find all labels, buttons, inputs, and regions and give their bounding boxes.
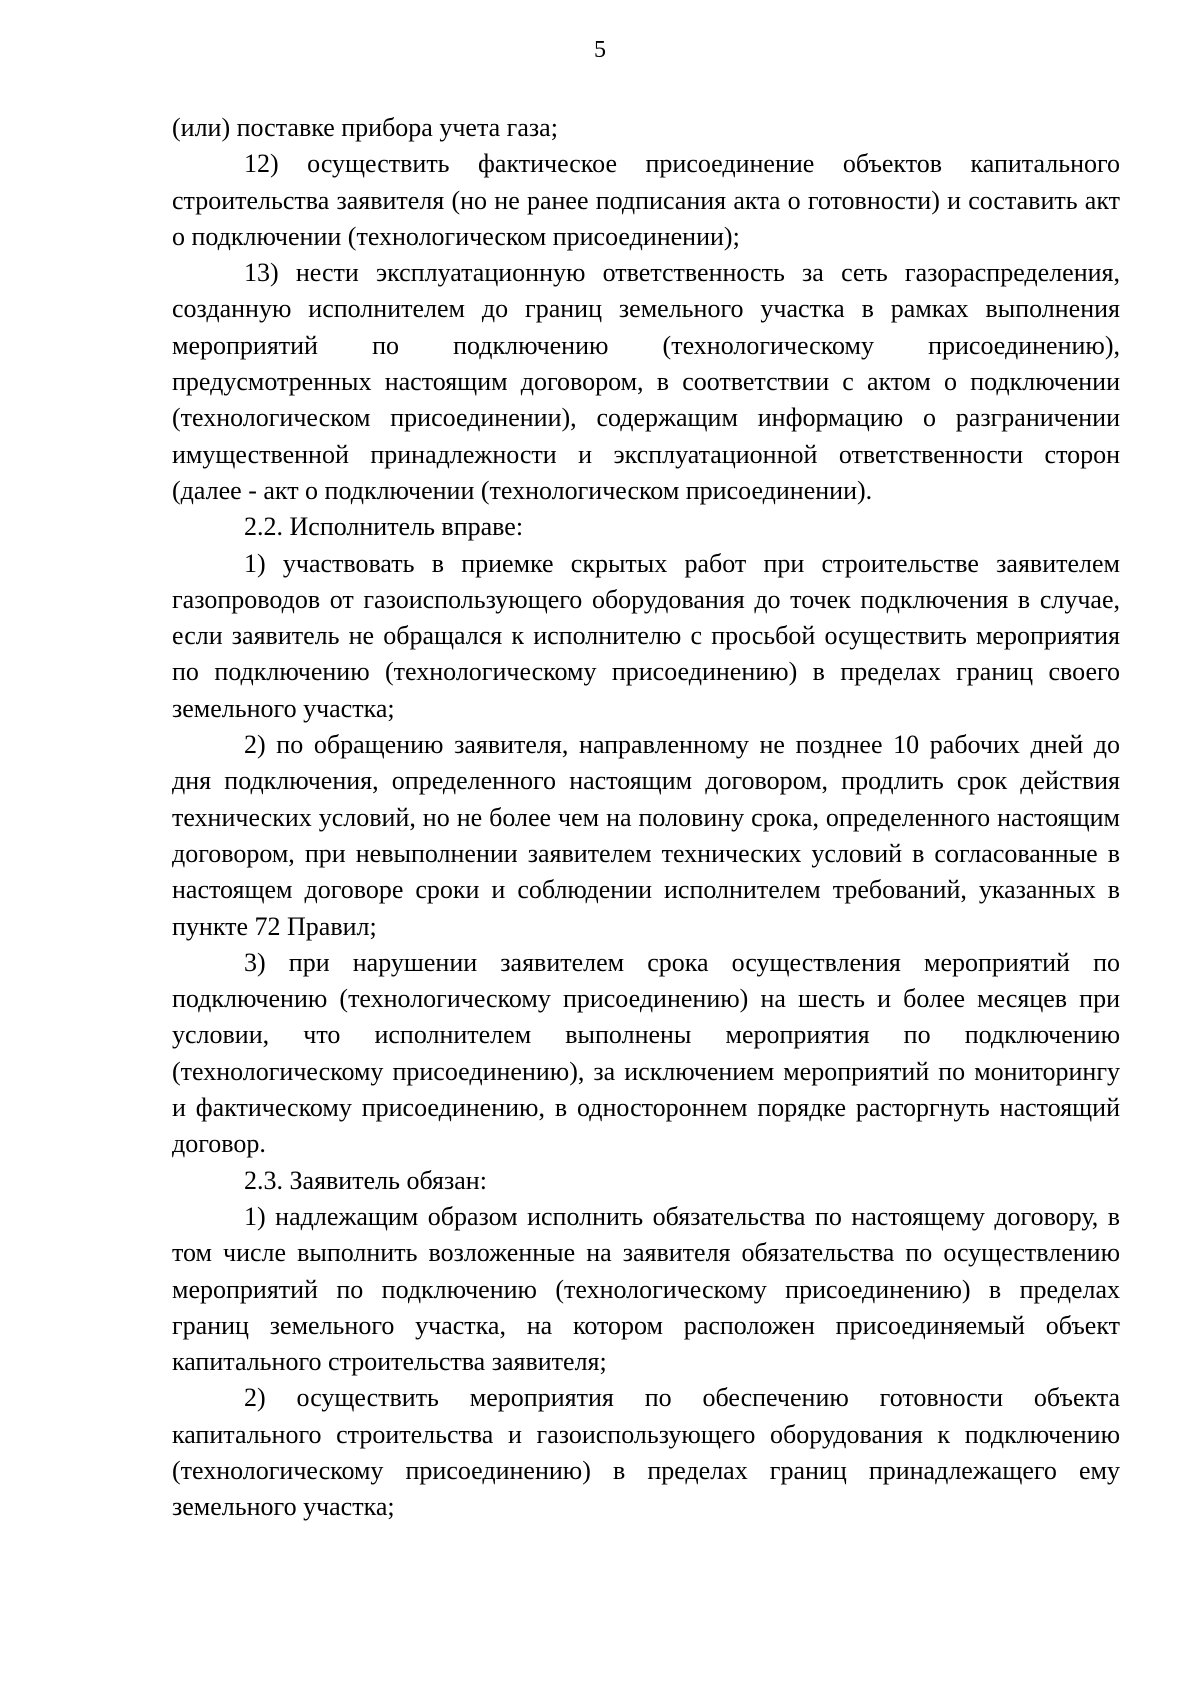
section-heading-2-2: 2.2. Исполнитель вправе:: [244, 512, 524, 542]
page-number: 5: [594, 37, 606, 63]
paragraph-2-3-item-1: 1) надлежащим образом исполнить обязательства по настоящему договору, в том числе выполнить возложенные на заявителя обязательства по осуществлению мероприятий по подключению (технологическому присоединению) в пределах границ земельного участка, на котором расположен присоединяемый объект капитального строительства заявителя;: [172, 1201, 1120, 1377]
paragraph-2-3-item-2: 2) осуществить мероприятия по обеспечению готовности объекта капитального строительства и газоиспользующего оборудования к подключению (технологическому присоединению) в пределах границ принадлежащего ему земельного участка;: [172, 1383, 1120, 1522]
document-body: [172, 110, 1120, 1526]
paragraph-2-2-item-3: 3) при нарушении заявителем срока осуществления мероприятий по подключению (технологическому присоединению) на шесть и более месяцев при условии, что исполнителем выполнены мероприятия по подключению (технологическому присоединению), за исключением мероприятий по мониторингу и фактическому присоединению, в одностороннем порядке расторгнуть настоящий договор.: [172, 947, 1120, 1159]
paragraph-item-12: 12) осуществить фактическое присоединение объектов капитального строительства заявителя (но не ранее подписания акта о готовности) и составить акт о подключении (технологическом присоединении);: [172, 149, 1120, 251]
paragraph-2-2-item-2: 2) по обращению заявителя, направленному не позднее 10 рабочих дней до дня подключения, определенного настоящим договором, продлить срок действия технических условий, но не более чем на половину срока, определенного настоящим договором, при невыполнении заявителем технических условий в согласованные в настоящем договоре сроки и соблюдении исполнителем требований, указанных в пункте 72 Правил;: [172, 730, 1120, 941]
paragraph-continuation: (или) поставке прибора учета газа;: [172, 113, 558, 142]
paragraph-2-2-item-1: 1) участвовать в приемке скрытых работ при строительстве заявителем газопроводов от газоиспользующего оборудования до точек подключения в случае, если заявитель не обращался к исполнителю с просьбой осуществить мероприятия по подключению (технологическому присоединению) в пределах границ своего земельного участка;: [172, 548, 1120, 723]
section-heading-2-3: 2.3. Заявитель обязан:: [244, 1165, 487, 1195]
paragraph-item-13: 13) нести эксплуатационную ответственность за сеть газораспределения, созданную исполнителем до границ земельного участка в рамках выполнения мероприятий по подключению (технологическому присоединению), предусмотренных настоящим договором, в соответствии с актом о подключении (технологическом присоединении), содержащим информацию о разграничении имущественной принадлежности и эксплуатационной ответственности сторон (далее - акт о подключении (технологическом присоединении).: [172, 258, 1120, 505]
